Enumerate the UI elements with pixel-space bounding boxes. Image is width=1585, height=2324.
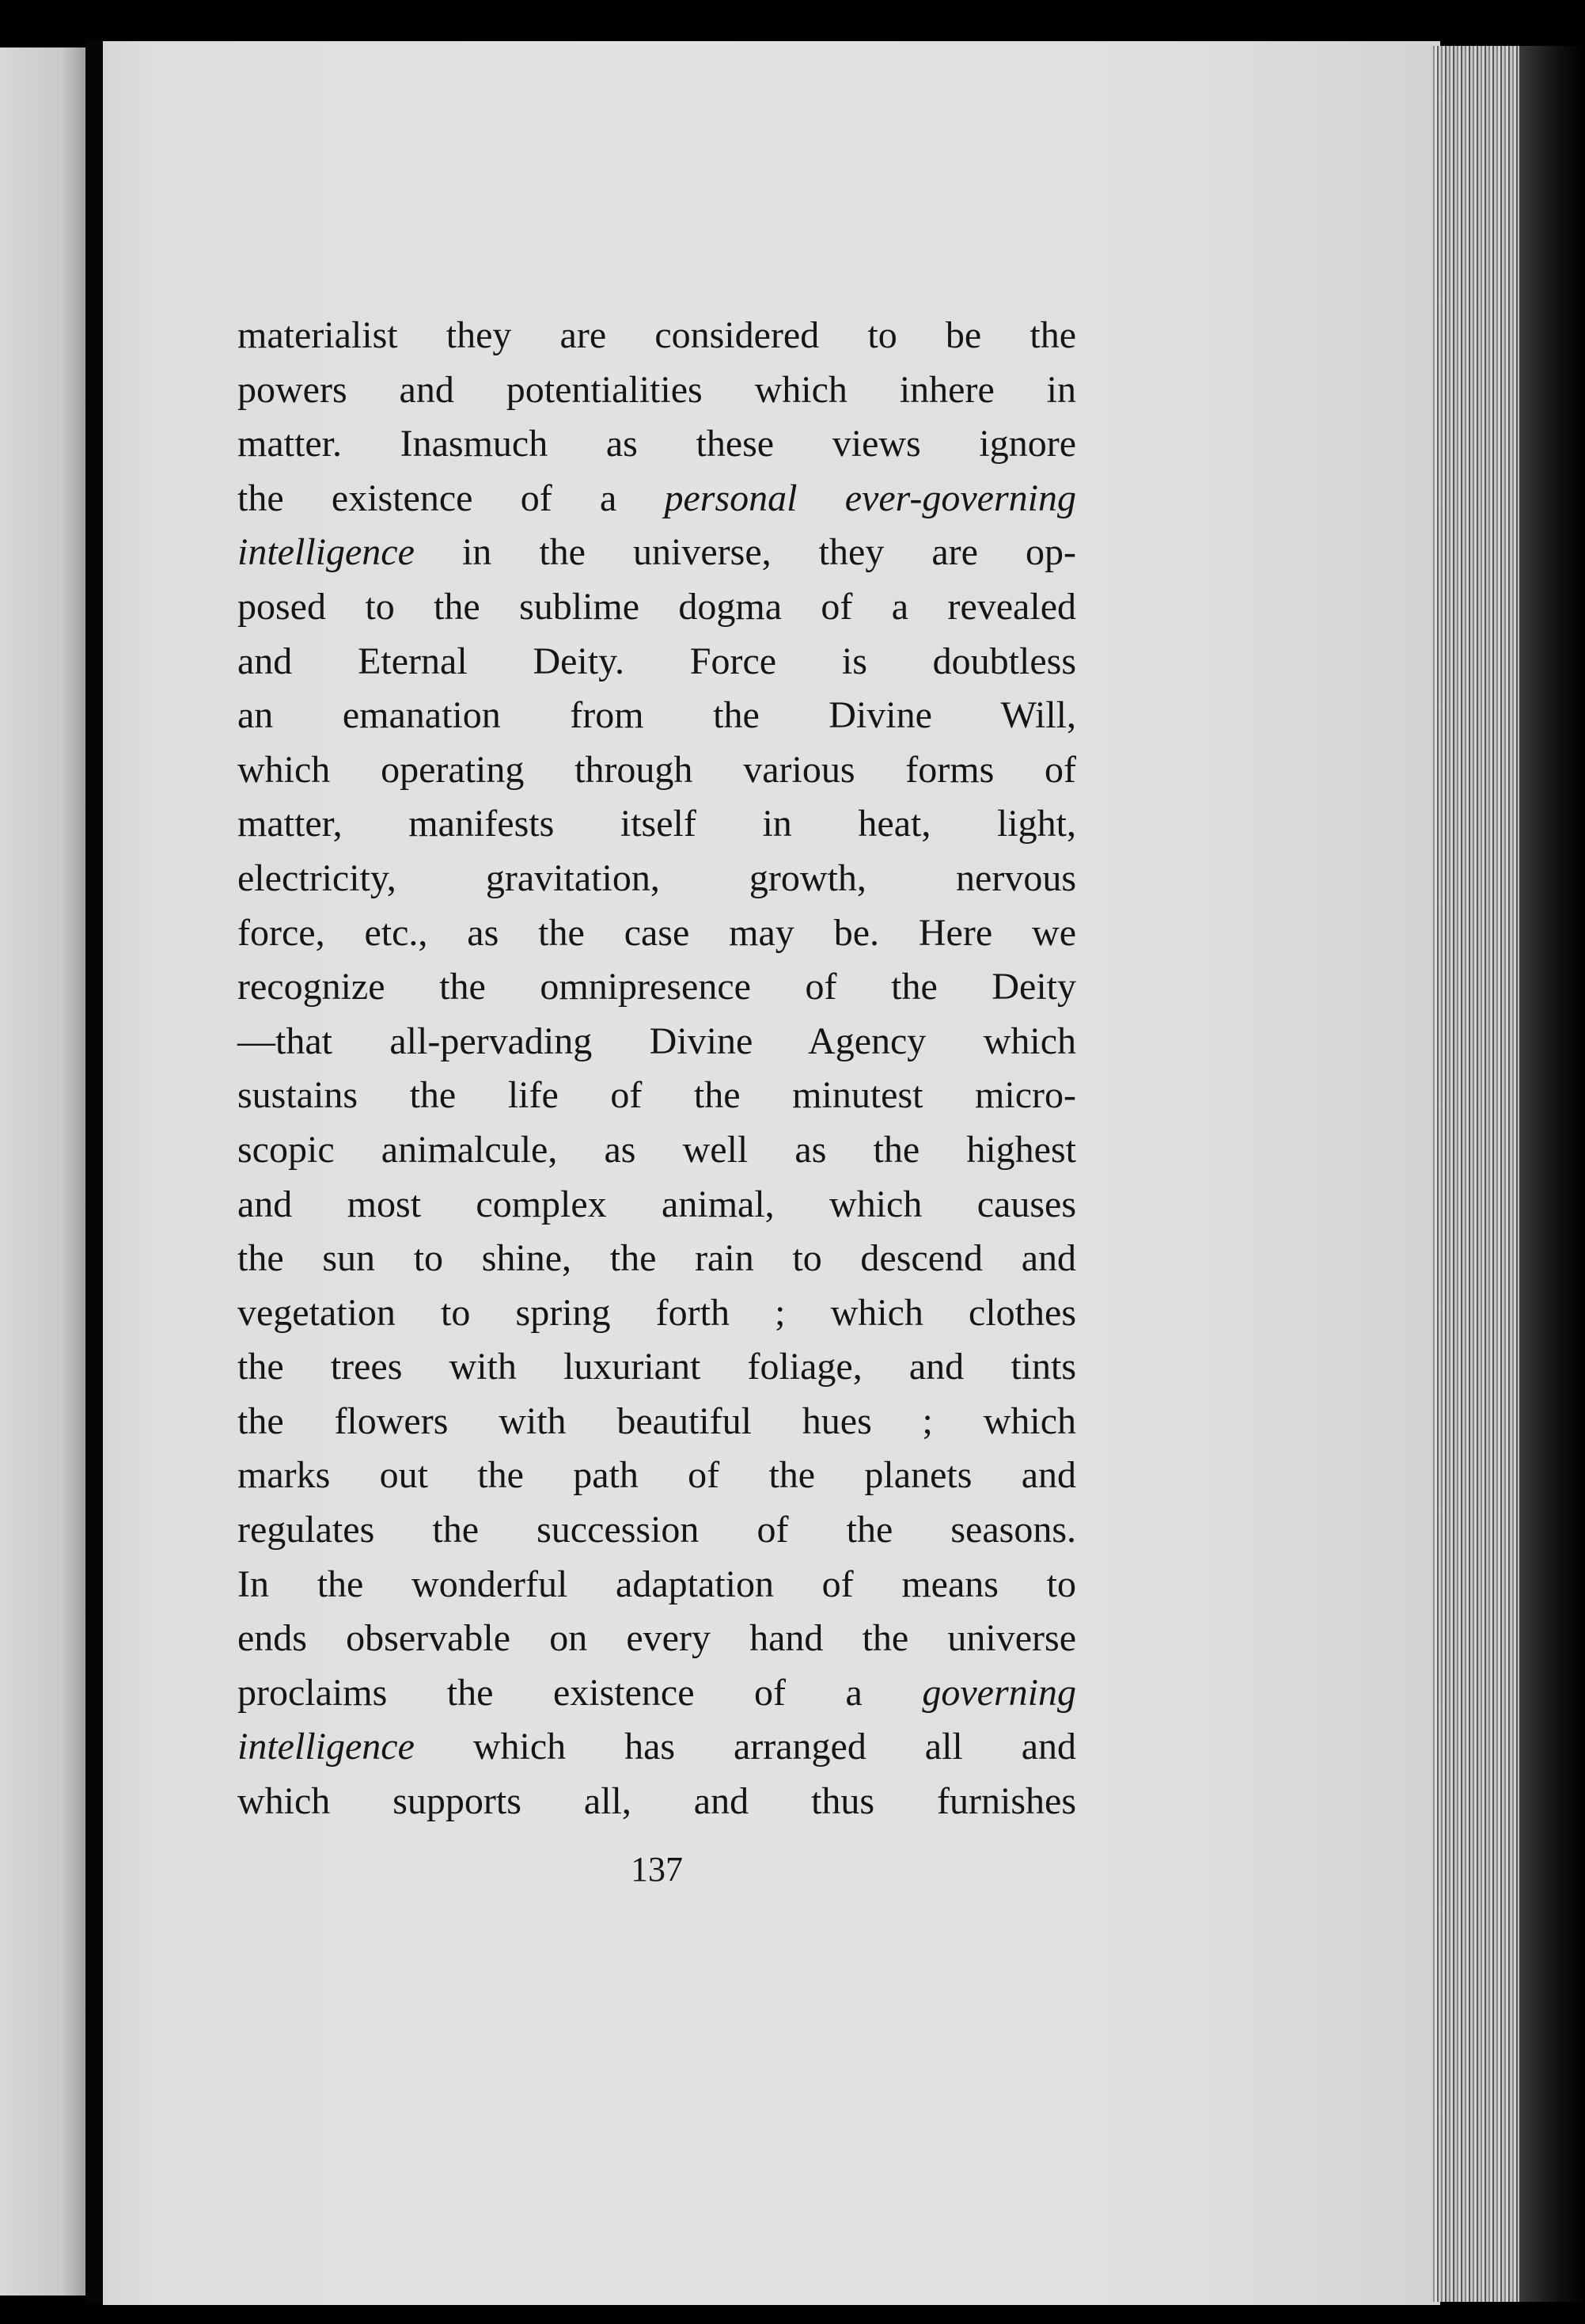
text-segment: In the wonderful adaptation of means to	[237, 1563, 1076, 1605]
text-line	[237, 1449, 1076, 1503]
italic-text: intelligence	[237, 531, 415, 574]
text-segment: an emanation from the Divine Will,	[237, 694, 1076, 737]
text-segment: recognize the omnipresence of the Deity	[237, 966, 1076, 1008]
text-line	[237, 363, 1076, 418]
text-segment: scopic animalcule, as well as the highest	[237, 1128, 1076, 1171]
text-segment: powers and potentialities which inhere in	[237, 368, 1076, 411]
text-line	[237, 1286, 1076, 1341]
text-line	[237, 960, 1076, 1015]
text-segment: matter, manifests itself in heat, light,	[237, 803, 1076, 845]
text-segment: the existence of a	[237, 477, 665, 519]
italic-text: personal ever-governing	[664, 477, 1076, 519]
text-segment: which has arranged all and	[414, 1726, 1076, 1768]
text-segment: posed to the sublime dogma of a revealed	[237, 585, 1076, 628]
text-segment: and Eternal Deity. Force is doubtless	[237, 640, 1076, 682]
text-segment: and most complex animal, which causes	[237, 1183, 1076, 1225]
text-line	[237, 1015, 1076, 1069]
text-line	[237, 526, 1076, 580]
text-line	[237, 580, 1076, 635]
text-segment: the flowers with beautiful hues ; which	[237, 1399, 1076, 1442]
text-line	[237, 1612, 1076, 1666]
text-line	[237, 309, 1076, 363]
text-segment: —that all-pervading Divine Agency which	[237, 1020, 1076, 1062]
text-line	[237, 635, 1076, 689]
text-line	[237, 417, 1076, 472]
body-text	[237, 309, 1076, 1829]
text-segment: vegetation to spring forth ; which clothes	[237, 1291, 1076, 1334]
text-line	[237, 1123, 1076, 1178]
text-line	[237, 472, 1076, 526]
text-segment: sustains the life of the minutest micro-	[237, 1074, 1076, 1117]
text-line	[237, 1503, 1076, 1558]
text-line	[237, 1178, 1076, 1232]
text-line	[237, 852, 1076, 906]
left-page-edge	[0, 47, 89, 2296]
text-line	[237, 797, 1076, 852]
text-segment: electricity, gravitation, growth, nervous	[237, 856, 1076, 899]
text-line	[237, 1558, 1076, 1612]
text-line	[237, 1775, 1076, 1829]
text-line	[237, 1340, 1076, 1395]
text-line	[237, 1232, 1076, 1286]
page-number: 137	[631, 1850, 683, 1889]
text-segment: regulates the succession of the seasons.	[237, 1509, 1076, 1551]
page-edges-shadow	[1519, 46, 1585, 2302]
book-gutter	[85, 40, 103, 2303]
text-segment: matter. Inasmuch as these views ignore	[237, 423, 1076, 465]
text-segment: ends observable on every hand the universe	[237, 1617, 1076, 1660]
text-segment: materialist they are considered to be the	[237, 314, 1076, 356]
text-segment: the sun to shine, the rain to descend and	[237, 1237, 1076, 1280]
text-line	[237, 743, 1076, 798]
text-segment: which supports all, and thus furnishes	[237, 1780, 1076, 1823]
text-segment: which operating through various forms of	[237, 748, 1076, 791]
text-line	[237, 1666, 1076, 1721]
text-line	[237, 1069, 1076, 1123]
text-segment: in the universe, they are op-	[414, 531, 1076, 574]
text-line	[237, 906, 1076, 961]
text-line	[237, 1395, 1076, 1449]
text-segment: the trees with luxuriant foliage, and tints	[237, 1346, 1076, 1388]
text-line	[237, 689, 1076, 743]
italic-text: intelligence	[237, 1726, 415, 1768]
text-segment: proclaims the existence of a	[237, 1671, 923, 1714]
text-segment: force, etc., as the case may be. Here we	[237, 911, 1076, 954]
italic-text: governing	[922, 1671, 1076, 1714]
text-segment: marks out the path of the planets and	[237, 1454, 1076, 1497]
text-line	[237, 1720, 1076, 1775]
